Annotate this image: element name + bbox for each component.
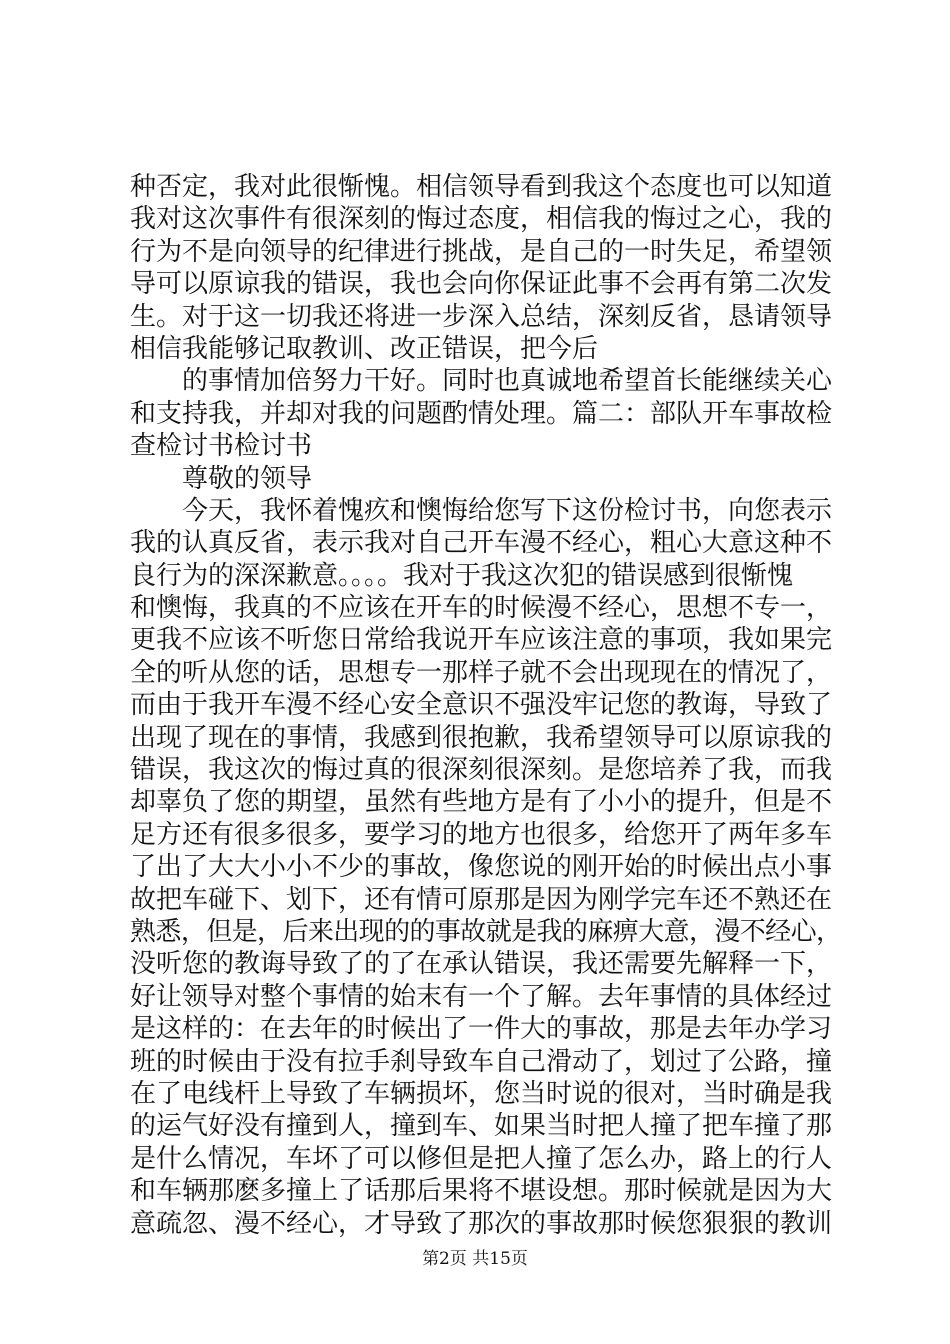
text-line: 更我不应该不听您日常给我说开车应该注意的事项，我如果完 xyxy=(130,625,833,656)
text-line: 是这样的：在去年的时候出了一件大的事故，那是去年办学习 xyxy=(130,1014,833,1045)
text-line: 我对这次事件有很深刻的悔过态度，相信我的悔过之心，我的 xyxy=(130,204,833,235)
text-line: 故把车碰下、划下，还有情可原那是因为刚学完车还不熟还在 xyxy=(130,884,833,915)
text-line: 全的听从您的话，思想专一那样子就不会出现现在的情况了， xyxy=(130,657,833,688)
text-line: 错误，我这次的悔过真的很深刻很深刻。是您培养了我，而我 xyxy=(130,755,833,786)
text-line: 生。对于这一切我还将进一步深入总结，深刻反省，恳请领导 xyxy=(130,301,833,332)
text-line: 而由于我开车漫不经心安全意识不强没牢记您的教诲，导致了 xyxy=(130,690,833,721)
text-line: 出现了现在的事情，我感到很抱歉，我希望领导可以原谅我的 xyxy=(130,722,833,753)
text-line: 我的认真反省，表示我对自己开车漫不经心，粗心大意这种不 xyxy=(130,528,833,559)
text-line: 和支持我，并却对我的问题酌情处理。篇二：部队开车事故检 xyxy=(130,398,833,429)
text-line: 班的时候由于没有拉手刹导致车自己滑动了，划过了公路，撞 xyxy=(130,1046,833,1077)
text-line: 在了电线杆上导致了车辆损坏，您当时说的很对，当时确是我 xyxy=(130,1078,833,1109)
text-line: 的运气好没有撞到人，撞到车、如果当时把人撞了把车撞了那 xyxy=(130,1111,833,1142)
text-line: 相信我能够记取教训、改正错误，把今后 xyxy=(130,333,599,364)
text-line: 却辜负了您的期望，虽然有些地方是有了小小的提升，但是不 xyxy=(130,787,833,818)
text-line: 是什么情况，车坏了可以修但是把人撞了怎么办，路上的行人 xyxy=(130,1143,833,1174)
text-line: 查检讨书检讨书 xyxy=(130,431,313,462)
text-line: 了出了大大小小不少的事故，像您说的刚开始的时候出点小事 xyxy=(130,852,833,883)
text-line: 足方还有很多很多，要学习的地方也很多，给您开了两年多车 xyxy=(130,819,833,850)
text-line: 的事情加倍努力干好。同时也真诚地希望首长能继续关心 xyxy=(182,366,833,397)
text-line: 没听您的教诲导致了的了在承认错误，我还需要先解释一下， xyxy=(130,949,833,980)
text-line: 熟悉，但是，后来出现的的事故就是我的麻痹大意，漫不经心， xyxy=(130,916,842,947)
document-body xyxy=(130,171,842,1240)
text-line: 好让领导对整个事情的始末有一个了解。去年事情的具体经过 xyxy=(130,981,833,1012)
text-line: 意疏忽、漫不经心，才导致了那次的事故那时候您狠狠的教训 xyxy=(130,1208,833,1239)
text-line: 种否定，我对此很惭愧。相信领导看到我这个态度也可以知道 xyxy=(130,172,833,202)
text-line: 良行为的深深歉意。。。。我对于我这次犯的错误感到很惭愧 xyxy=(130,560,794,591)
text-line: 尊敬的领导 xyxy=(182,463,313,494)
text-line: 导可以原谅我的错误，我也会向你保证此事不会再有第二次发 xyxy=(130,269,833,300)
page-number-footer: 第2页 共15页 xyxy=(422,1249,528,1269)
text-line: 和车辆那麽多撞上了话那后果将不堪设想。那时候就是因为大 xyxy=(130,1176,833,1207)
text-line: 今天，我怀着愧疚和懊悔给您写下这份检讨书，向您表示 xyxy=(182,495,833,526)
text-line: 和懊悔，我真的不应该在开车的时候漫不经心，思想不专一， xyxy=(130,593,833,624)
text-line: 行为不是向领导的纪律进行挑战，是自己的一时失足，希望领 xyxy=(130,236,833,267)
